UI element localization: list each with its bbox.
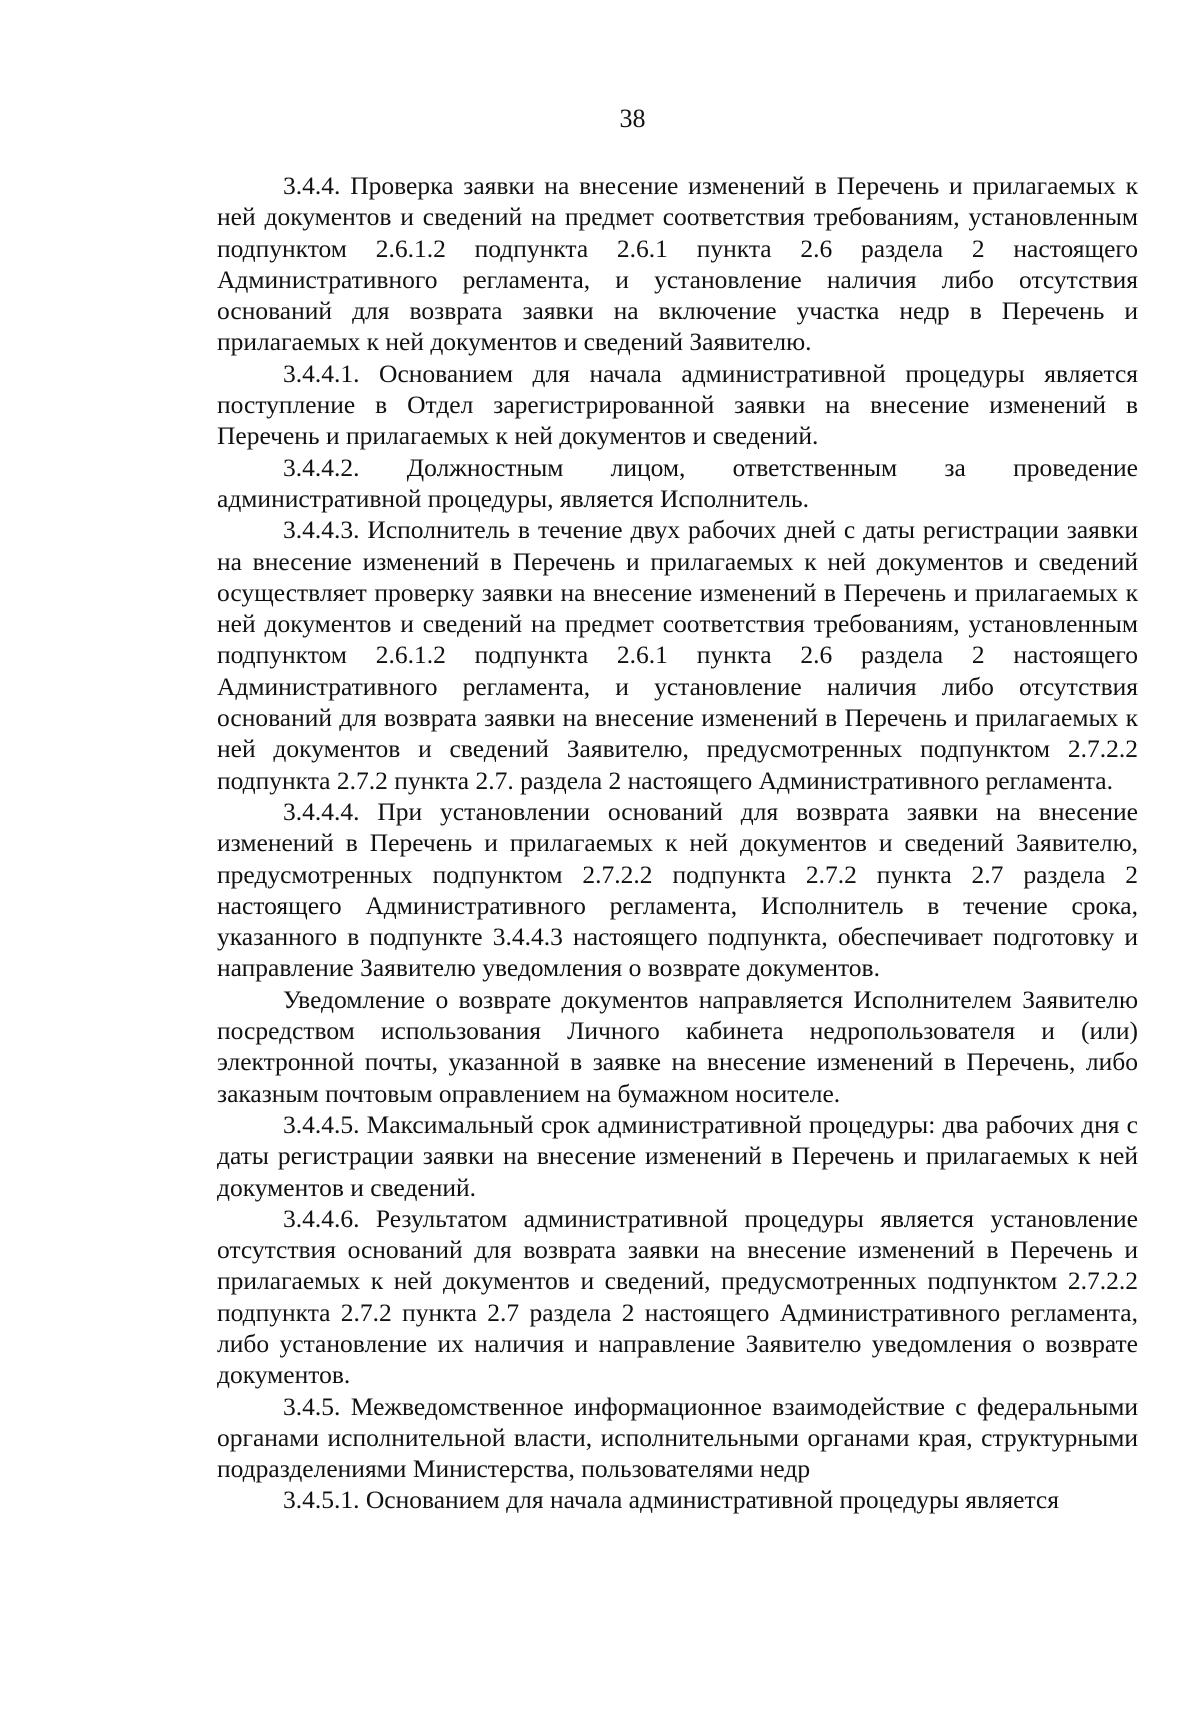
page-number: 38	[619, 104, 646, 133]
paragraph-notification: Уведомление о возврате документов направляется Исполнителем Заявителю посредством использования Личного кабинета недропользователя и (или) электронной почты, указанной в заявке на внесение изменений в Перечень, либо заказным почтовым оправлением на бумажном носителе.	[217, 984, 1138, 1108]
paragraph-3-4-4-4: 3.4.4.4. При установлении оснований для возврата заявки на внесение изменений в Перечень и прилагаемых к ней документов и сведений Заявителю, предусмотренных подпунктом 2.7.2.2 подпункта 2.7.2 пункта 2.7 раздела 2 настоящего Административного регламента, Исполнитель в течение срока, указанного в подпункте 3.4.4.3 настоящего подпункта, обеспечивает подготовку и направление Заявителю уведомления о возврате документов.	[217, 796, 1138, 983]
paragraph-3-4-5-1: 3.4.5.1. Основанием для начала административной процедуры является	[283, 1485, 1059, 1515]
paragraph-3-4-4-1: 3.4.4.1. Основанием для начала административной процедуры является поступление в Отдел зарегистрированной заявки на внесение изменений в Перечень и прилагаемых к ней документов и сведений.	[217, 358, 1138, 451]
paragraph-3-4-5: 3.4.5. Межведомственное информационное взаимодействие с федеральными органами исполнительной власти, исполнительными органами края, структурными подразделениями Министерства, пользователями недр	[217, 1391, 1138, 1484]
paragraph-3-4-4-2: 3.4.4.2. Должностным лицом, ответственным за проведение административной процедуры, является Исполнитель.	[217, 452, 1138, 513]
document-body	[217, 170, 1138, 1516]
paragraph-3-4-4-3: 3.4.4.3. Исполнитель в течение двух рабочих дней с даты регистрации заявки на внесение изменений в Перечень и прилагаемых к ней документов и сведений осуществляет проверку заявки на внесение изменений в Перечень и прилагаемых к ней документов и сведений на предмет соответствия требованиям, установленным подпунктом 2.6.1.2 подпункта 2.6.1 пункта 2.6 раздела 2 настоящего Административного регламента, и установление наличия либо отсутствия оснований для возврата заявки на внесение изменений в Перечень и прилагаемых к ней документов и сведений Заявителю, предусмотренных подпунктом 2.7.2.2 подпункта 2.7.2 пункта 2.7. раздела 2 настоящего Административного регламента.	[217, 515, 1138, 795]
paragraph-3-4-4: 3.4.4. Проверка заявки на внесение изменений в Перечень и прилагаемых к ней документов и сведений на предмет соответствия требованиям, установленным подпунктом 2.6.1.2 подпункта 2.6.1 пункта 2.6 раздела 2 настоящего Административного регламента, и установление наличия либо отсутствия оснований для возврата заявки на включение участка недр в Перечень и прилагаемых к ней документов и сведений Заявителю.	[217, 171, 1138, 357]
paragraph-3-4-4-5: 3.4.4.5. Максимальный срок административной процедуры: два рабочих дня с даты регистрации заявки на внесение изменений в Перечень и прилагаемых к ней документов и сведений.	[217, 1109, 1138, 1202]
paragraph-3-4-4-6: 3.4.4.6. Результатом административной процедуры является установление отсутствия оснований для возврата заявки на внесение изменений в Перечень и прилагаемых к ней документов и сведений, предусмотренных подпунктом 2.7.2.2 подпункта 2.7.2 пункта 2.7 раздела 2 настоящего Административного регламента, либо установление их наличия и направление Заявителю уведомления о возврате документов.	[217, 1203, 1138, 1390]
